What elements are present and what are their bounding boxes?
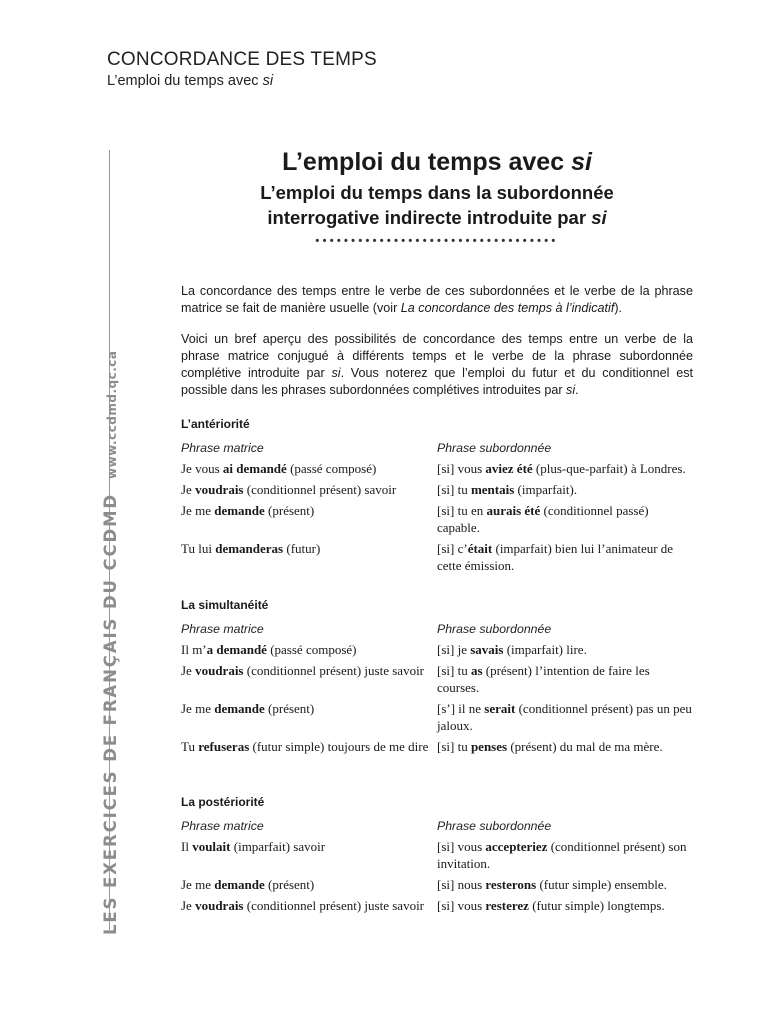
section-posteriorite [181,794,693,914]
cell-text: [si] vous [437,898,486,913]
p2-em-1: si [331,366,341,380]
cell-text: (conditionnel présent) savoir [243,482,397,497]
page-subtitle-line2-em: si [591,207,607,228]
cell-text: Il [181,839,193,854]
subordonnee-cell [437,876,693,893]
cell-verb: demanderas [215,541,284,556]
matrice-cell [181,897,437,914]
cell-verb: aurais été [486,503,541,518]
header-subtitle-text: L’emploi du temps avec [107,73,263,89]
table-row [181,460,693,477]
sidebar-series-name: LES EXERCICES DE FRANÇAIS DU CCDMD [101,492,120,935]
page-title-text: L’emploi du temps avec [282,148,572,176]
cell-text: Je vous [181,461,223,476]
table-row [181,897,693,914]
matrice-cell [181,838,437,872]
p1-text-a: La concordance des temps entre le verbe de ces subordonnées et le verbe de la phrase matrice se fait de manière usuelle (voir [181,284,693,315]
section-heading: L’antériorité [181,417,250,431]
cell-text: [si] tu [437,482,471,497]
cell-text: [si] je [437,642,471,657]
header-subtitle [107,72,377,90]
cell-text: (imparfait) savoir [230,839,326,854]
p1-reference: La concordance des temps à l’indicatif [400,301,615,315]
cell-verb: était [467,541,493,556]
p2-text-b: . Vous noterez que l’emploi du futur et du conditionnel est possible dans les phrases subordonnées complétives introduites par [181,366,693,397]
col-header-subordonnee: Phrase subordonnée [437,622,552,636]
subordonnee-cell [437,460,693,477]
section-heading: La simultanéité [181,598,269,612]
cell-verb: serait [484,701,516,716]
table-header-row [181,621,693,638]
table-row [181,540,693,574]
cell-text: (passé composé) [266,642,357,657]
cell-verb: penses [470,739,508,754]
matrice-cell [181,641,437,658]
cell-text: (futur) [283,541,321,556]
cell-text: [si] c’ [437,541,468,556]
subordonnee-cell [437,700,693,734]
table-row [181,481,693,498]
intro-text [181,283,693,399]
subordonnee-cell [437,641,693,658]
page-subtitle-line2-text: interrogative indirecte introduite par [267,207,592,228]
cell-text: (plus-que-parfait) à Londres. [532,461,686,476]
cell-text: (conditionnel présent) pas un peu jaloux. [437,701,692,733]
cell-verb: voudrais [195,663,244,678]
title-block [181,144,693,246]
subordonnee-cell [437,897,693,914]
table-row [181,662,693,696]
cell-text: [si] vous [437,461,486,476]
subordonnee-cell [437,502,693,536]
intro-paragraph-1 [181,283,693,317]
cell-text: [si] tu en [437,503,487,518]
p2-em-2: si [566,383,576,397]
table-row [181,738,693,755]
cell-text: [si] nous [437,877,486,892]
table-row [181,700,693,734]
col-header-subordonnee: Phrase subordonnée [437,819,552,833]
cell-text: Je [181,898,196,913]
cell-text: Il m’ [181,642,207,657]
sidebar-url: www.ccdmd.qc.ca [105,350,119,479]
page-subtitle-line2 [181,205,693,230]
cell-text: Je [181,482,196,497]
cell-text: [si] vous [437,839,486,854]
cell-text: Je me [181,503,215,518]
matrice-cell [181,481,437,498]
cell-text: (imparfait). [514,482,578,497]
matrice-cell [181,700,437,734]
page-title [181,144,693,180]
subordonnee-cell [437,481,693,498]
col-header-matrice: Phrase matrice [181,441,264,455]
cell-verb: a demandé [206,642,267,657]
header-subtitle-em: si [262,73,274,89]
cell-text: (conditionnel présent) son invitation. [437,839,687,871]
header-title: CONCORDANCE DES TEMPS [107,49,377,70]
subordonnee-cell [437,738,693,755]
cell-verb: accepteriez [485,839,548,854]
table-header-row [181,818,693,835]
cell-verb: demande [214,877,265,892]
col-header-matrice: Phrase matrice [181,819,264,833]
subordonnee-cell [437,662,693,696]
section-simultaneite [181,597,693,755]
cell-text: Je [181,663,196,678]
running-header [107,48,377,90]
page-subtitle-line1: L’emploi du temps dans la subordonnée [260,182,614,203]
cell-verb: savais [470,642,504,657]
matrice-cell [181,876,437,893]
cell-text: (futur simple) longtemps. [528,898,665,913]
intro-paragraph-2 [181,331,693,399]
cell-text: [si] tu [437,739,471,754]
cell-text: (présent) du mal de ma mère. [507,739,663,754]
cell-text: (présent) l’intention de faire les courses. [437,663,650,695]
cell-text: Tu lui [181,541,216,556]
cell-verb: demande [214,503,265,518]
cell-text: (conditionnel présent) juste savoir [243,898,425,913]
matrice-cell [181,460,437,477]
cell-text: [si] tu [437,663,471,678]
page-title-em: si [571,148,592,176]
p1-text-b: ). [614,301,623,315]
cell-verb: as [470,663,483,678]
subordonnee-cell [437,540,693,574]
section-heading: La postériorité [181,795,265,809]
table-row [181,641,693,658]
table-row [181,838,693,872]
col-header-subordonnee: Phrase subordonnée [437,441,552,455]
cell-verb: voudrais [195,898,244,913]
p2-text-c: . [575,383,579,397]
cell-text: Tu [181,739,199,754]
cell-text: [s’] il ne [437,701,485,716]
cell-text: (conditionnel passé) capable. [437,503,649,535]
cell-text: (imparfait) bien lui l’animateur de cette émission. [437,541,674,573]
table-header-row [181,440,693,457]
cell-verb: resterons [485,877,537,892]
col-header-matrice: Phrase matrice [181,622,264,636]
table-row [181,876,693,893]
cell-verb: refuseras [198,739,250,754]
cell-text: (futur simple) ensemble. [536,877,667,892]
cell-text: Je me [181,701,215,716]
cell-verb: mentais [470,482,515,497]
cell-verb: resterez [485,898,529,913]
cell-verb: demande [214,701,265,716]
matrice-cell [181,540,437,574]
cell-verb: voulait [192,839,231,854]
dotted-rule: •••••••••••••••••••••••••••••••••• [315,235,559,247]
cell-text: (passé composé) [286,461,377,476]
section-anteriorite [181,416,693,574]
cell-verb: voudrais [195,482,244,497]
subordonnee-cell [437,838,693,872]
cell-text: (présent) [264,503,315,518]
p2-text-a: Voici un bref aperçu des possibilités de concordance des temps entre un verbe de la phrase matrice conjugué à différents temps et le verbe de la phrase subordonnée complétive introduite par [181,332,693,380]
cell-text: (présent) [264,877,315,892]
matrice-cell [181,738,437,755]
cell-text: (présent) [264,701,315,716]
matrice-cell [181,662,437,696]
matrice-cell [181,502,437,536]
cell-text: (imparfait) lire. [503,642,587,657]
cell-verb: aviez été [485,461,533,476]
sidebar-branding [101,350,120,935]
cell-text: (conditionnel présent) juste savoir [243,663,425,678]
cell-text: Je me [181,877,215,892]
table-row [181,502,693,536]
cell-text: (futur simple) toujours de me dire [249,739,429,754]
cell-verb: ai demandé [222,461,287,476]
